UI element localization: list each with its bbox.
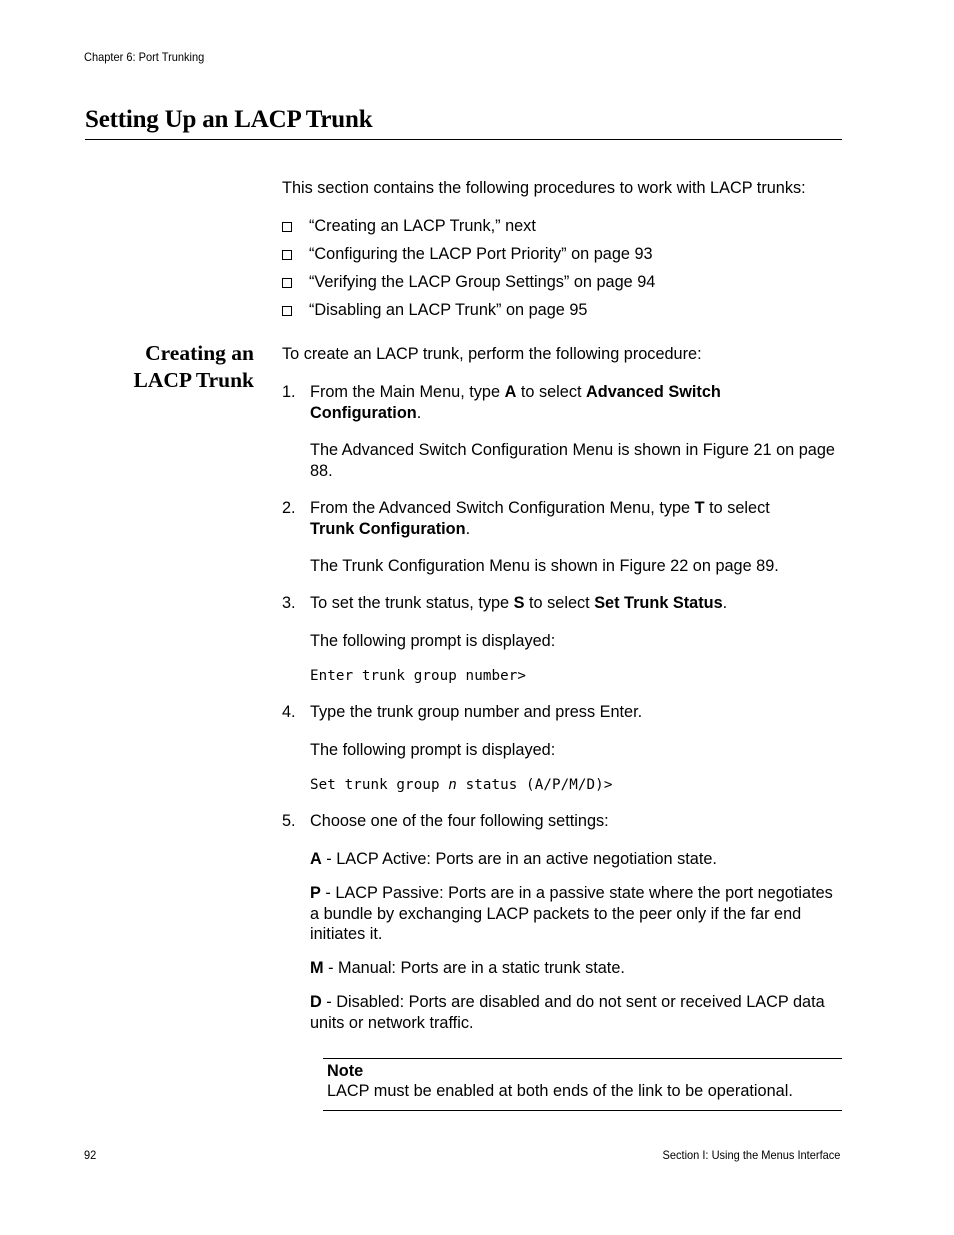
checkbox-bullet-icon [282, 222, 292, 232]
step-3-text: To set the trunk status, type S to select Set Trunk Status. [310, 594, 728, 612]
option-active: A - LACP Active: Ports are in an active negotiation state. [310, 850, 717, 868]
page-number: 92 [84, 1148, 97, 1162]
checkbox-bullet-icon [282, 278, 292, 288]
section-title: Setting Up an LACP Trunk [85, 106, 373, 133]
step-2-note: The Trunk Configuration Menu is shown in Figure 22 on page 89. [310, 557, 779, 575]
step-number: 2. [282, 499, 296, 517]
running-header: Chapter 6: Port Trunking [84, 50, 205, 64]
bullet-item [282, 299, 587, 321]
step-3-prompt-code: Enter trunk group number> [310, 668, 527, 684]
step-5-text: Choose one of the four following settings: [310, 812, 609, 830]
step-4-prompt-label: The following prompt is displayed: [310, 741, 556, 759]
step-1-note: The Advanced Switch Configuration Menu is shown in Figure 21 on page 88. [310, 441, 835, 480]
note-bottom-rule [323, 1110, 842, 1111]
step-2-text: From the Advanced Switch Configuration Menu, type T to select Trunk Configuration. [310, 499, 770, 538]
title-divider [85, 139, 842, 140]
step-number: 4. [282, 703, 296, 721]
option-disabled: D - Disabled: Ports are disabled and do not sent or received LACP data units or network traffic. [310, 993, 825, 1032]
subsection-title [100, 340, 254, 393]
bullet-item [282, 243, 653, 265]
subsection-title-line1: Creating an [145, 341, 254, 365]
step-number: 3. [282, 594, 296, 612]
step-4-text: Type the trunk group number and press Enter. [310, 703, 643, 721]
checkbox-bullet-icon [282, 306, 292, 316]
bullet-item [282, 271, 655, 293]
note-title: Note [327, 1062, 364, 1080]
bullet-link-text[interactable]: “Configuring the LACP Port Priority” on page 93 [309, 245, 653, 263]
note-text: LACP must be enabled at both ends of the link to be operational. [327, 1082, 793, 1100]
step-4-prompt-code: Set trunk group n status (A/P/M/D)> [310, 777, 613, 793]
note-top-rule [323, 1058, 842, 1059]
subsection-title-line2: LACP Trunk [133, 367, 254, 392]
bullet-item [282, 215, 536, 237]
procedure-intro: To create an LACP trunk, perform the following procedure: [282, 345, 702, 363]
option-passive: P - LACP Passive: Ports are in a passive state where the port negotiates a bundle by exchanging LACP packets to the peer only if the far end initiates it. [310, 884, 833, 943]
bullet-link-text[interactable]: “Verifying the LACP Group Settings” on page 94 [309, 273, 656, 291]
step-1-text: From the Main Menu, type A to select Advanced Switch Configuration. [310, 383, 721, 422]
step-number: 1. [282, 383, 296, 401]
bullet-link-text[interactable]: “Disabling an LACP Trunk” on page 95 [309, 301, 588, 319]
option-manual: M - Manual: Ports are in a static trunk state. [310, 959, 625, 977]
bullet-link-text[interactable]: “Creating an LACP Trunk,” next [309, 217, 536, 235]
checkbox-bullet-icon [282, 250, 292, 260]
step-number: 5. [282, 812, 296, 830]
running-footer: Section I: Using the Menus Interface [662, 1148, 840, 1162]
intro-text: This section contains the following procedures to work with LACP trunks: [282, 179, 806, 197]
step-3-prompt-label: The following prompt is displayed: [310, 632, 556, 650]
